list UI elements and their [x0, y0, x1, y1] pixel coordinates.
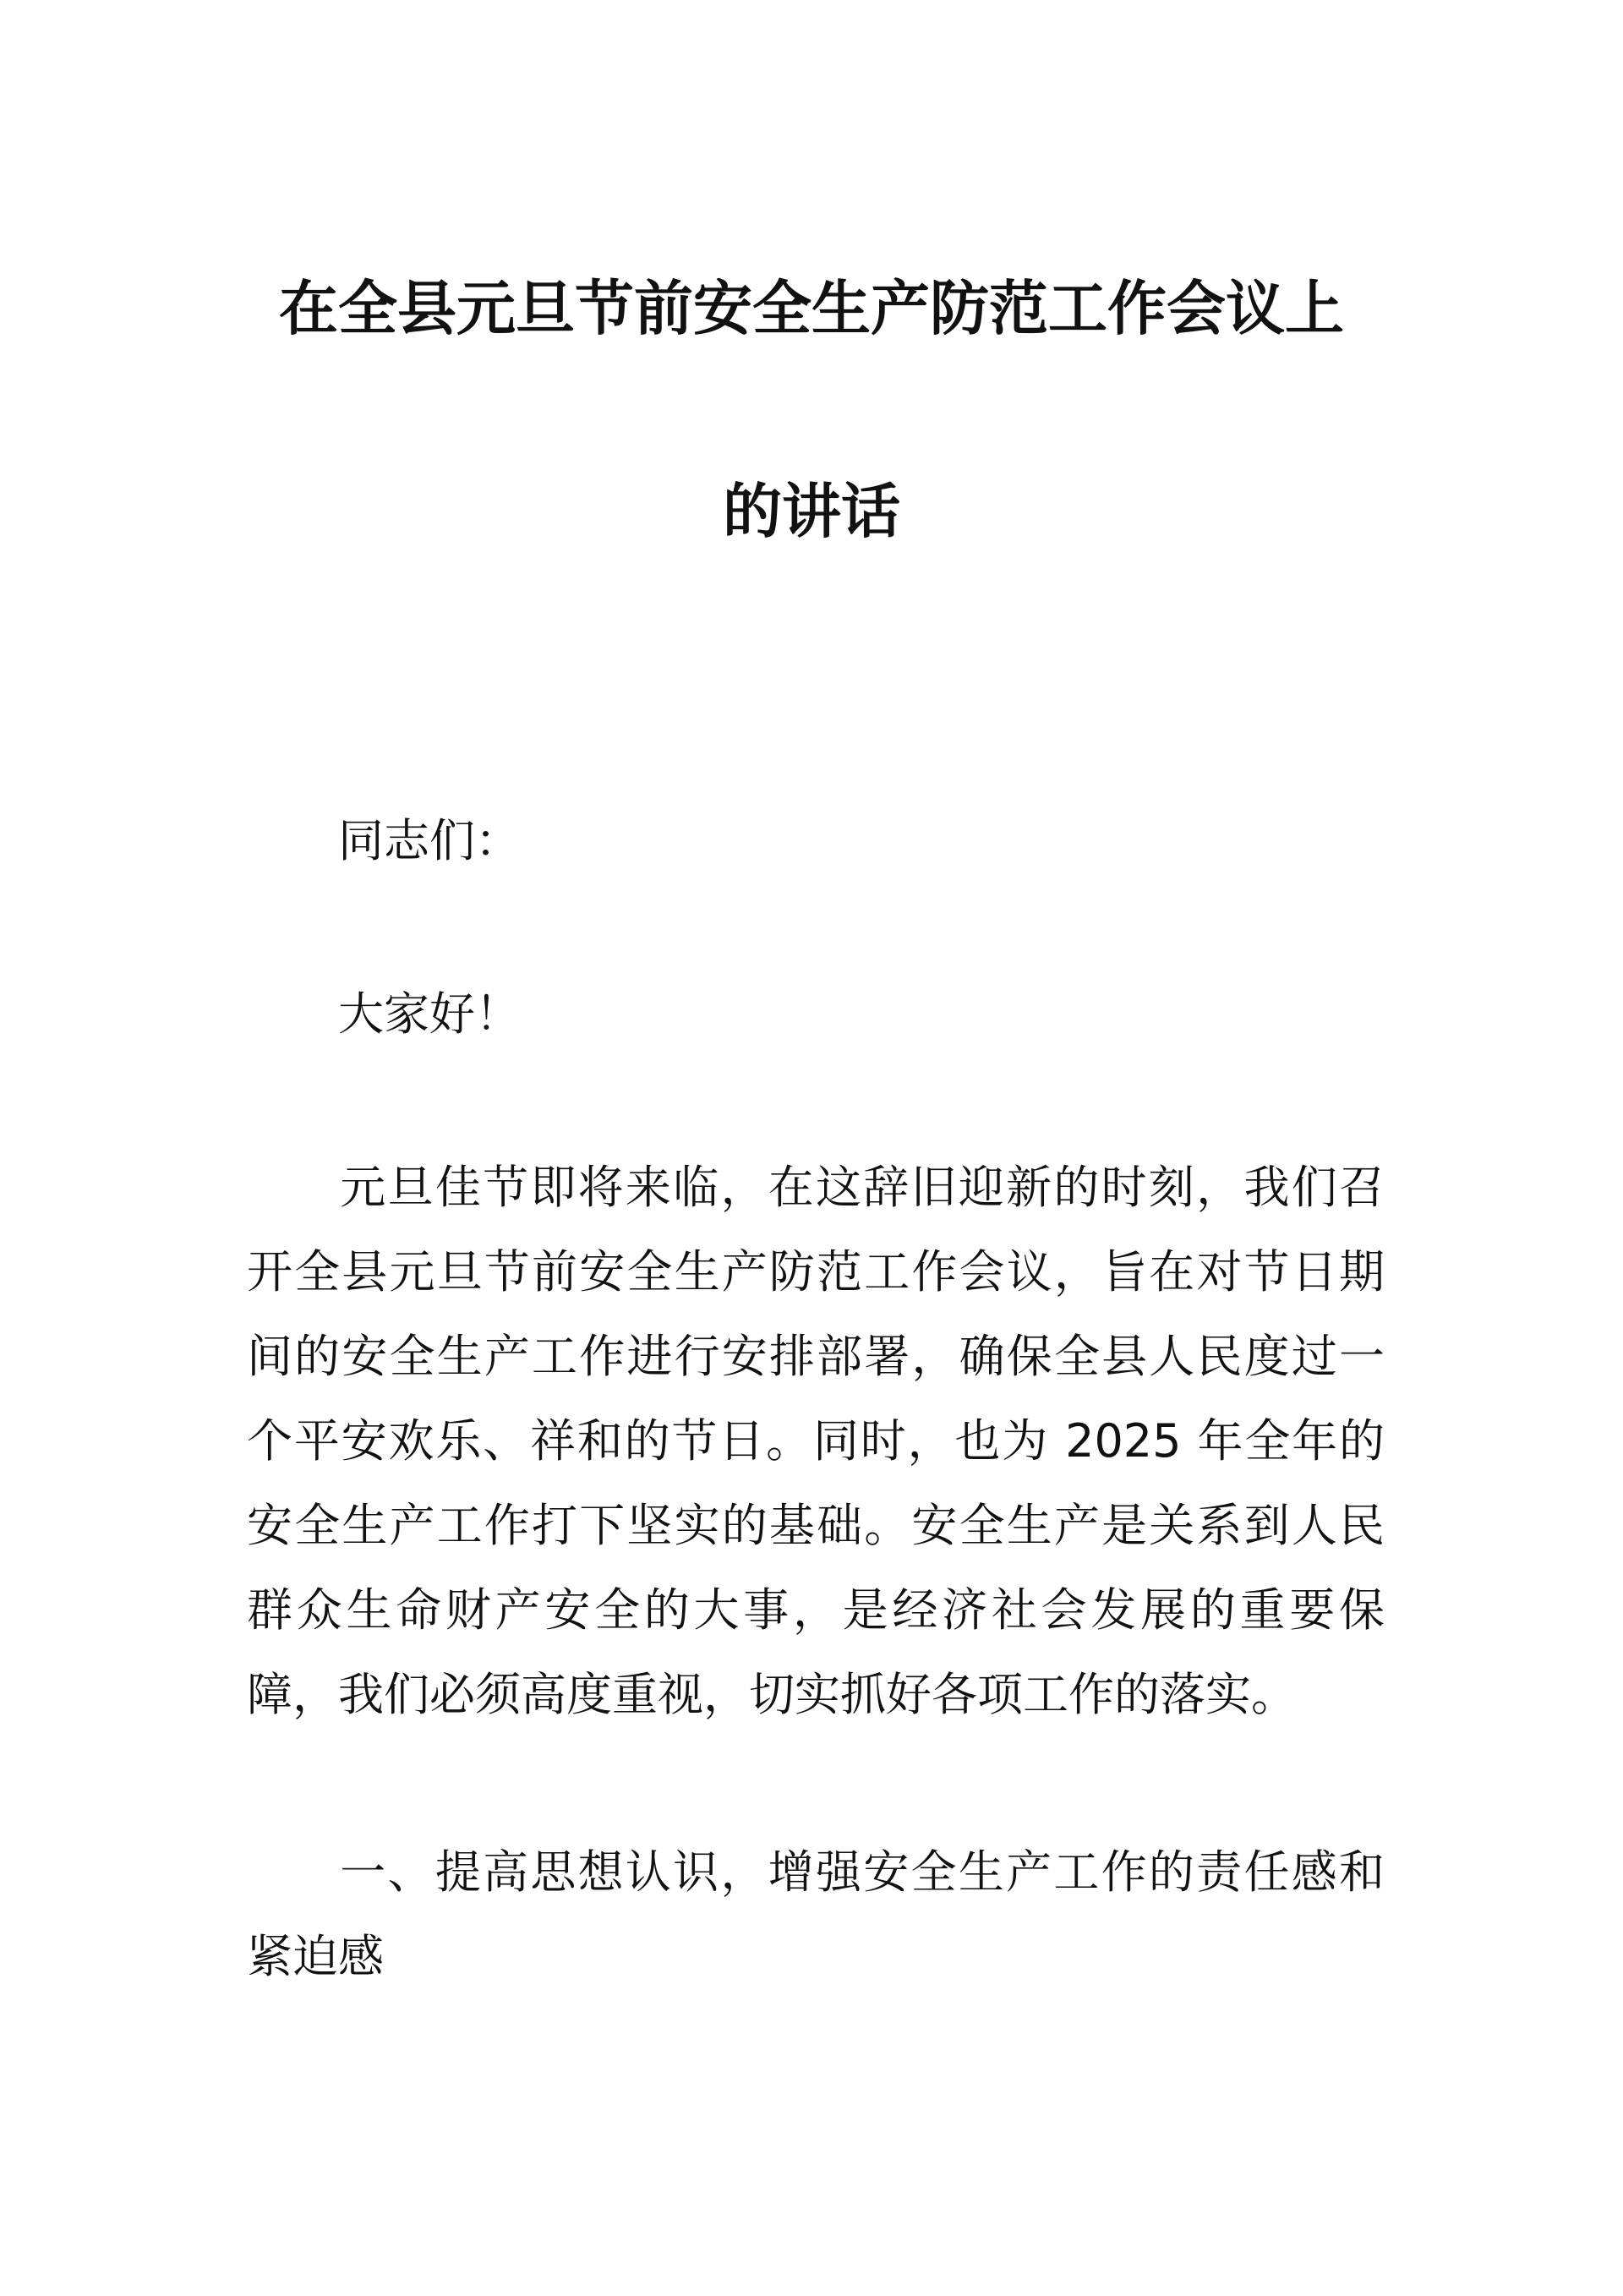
- hello-paragraph: [247, 972, 1385, 1057]
- section-heading-1: [247, 1830, 1385, 1999]
- greeting-text: 同志们：: [338, 814, 521, 867]
- document-title-line-2: 的讲话: [723, 477, 900, 546]
- body-paragraph-1: [247, 1145, 1385, 1737]
- hello-text: 大家好！: [338, 987, 521, 1041]
- body-paragraph-1-text: 元旦佳节即将来临，在这辞旧迎新的时刻，我们召开全县元旦节前安全生产防范工作会议，旨在对节日期间的安全生产工作进行安排部署，确保全县人民度过一个平安欢乐、祥和的节日。同时，也为 2025 年全年的安全生产工作打下坚实的基础。安全生产是关系到人民群众生命财产安全的大事，是经济社会发展的重要保障，我们必须高度重视，切实抓好各项工作的落实。: [247, 1161, 1385, 1721]
- section-heading-1-text: 一、提高思想认识，增强安全生产工作的责任感和紧迫感: [247, 1845, 1385, 1983]
- greeting-paragraph: [247, 799, 1385, 883]
- document-title-line-1: 在全县元旦节前安全生产防范工作会议上: [279, 274, 1344, 343]
